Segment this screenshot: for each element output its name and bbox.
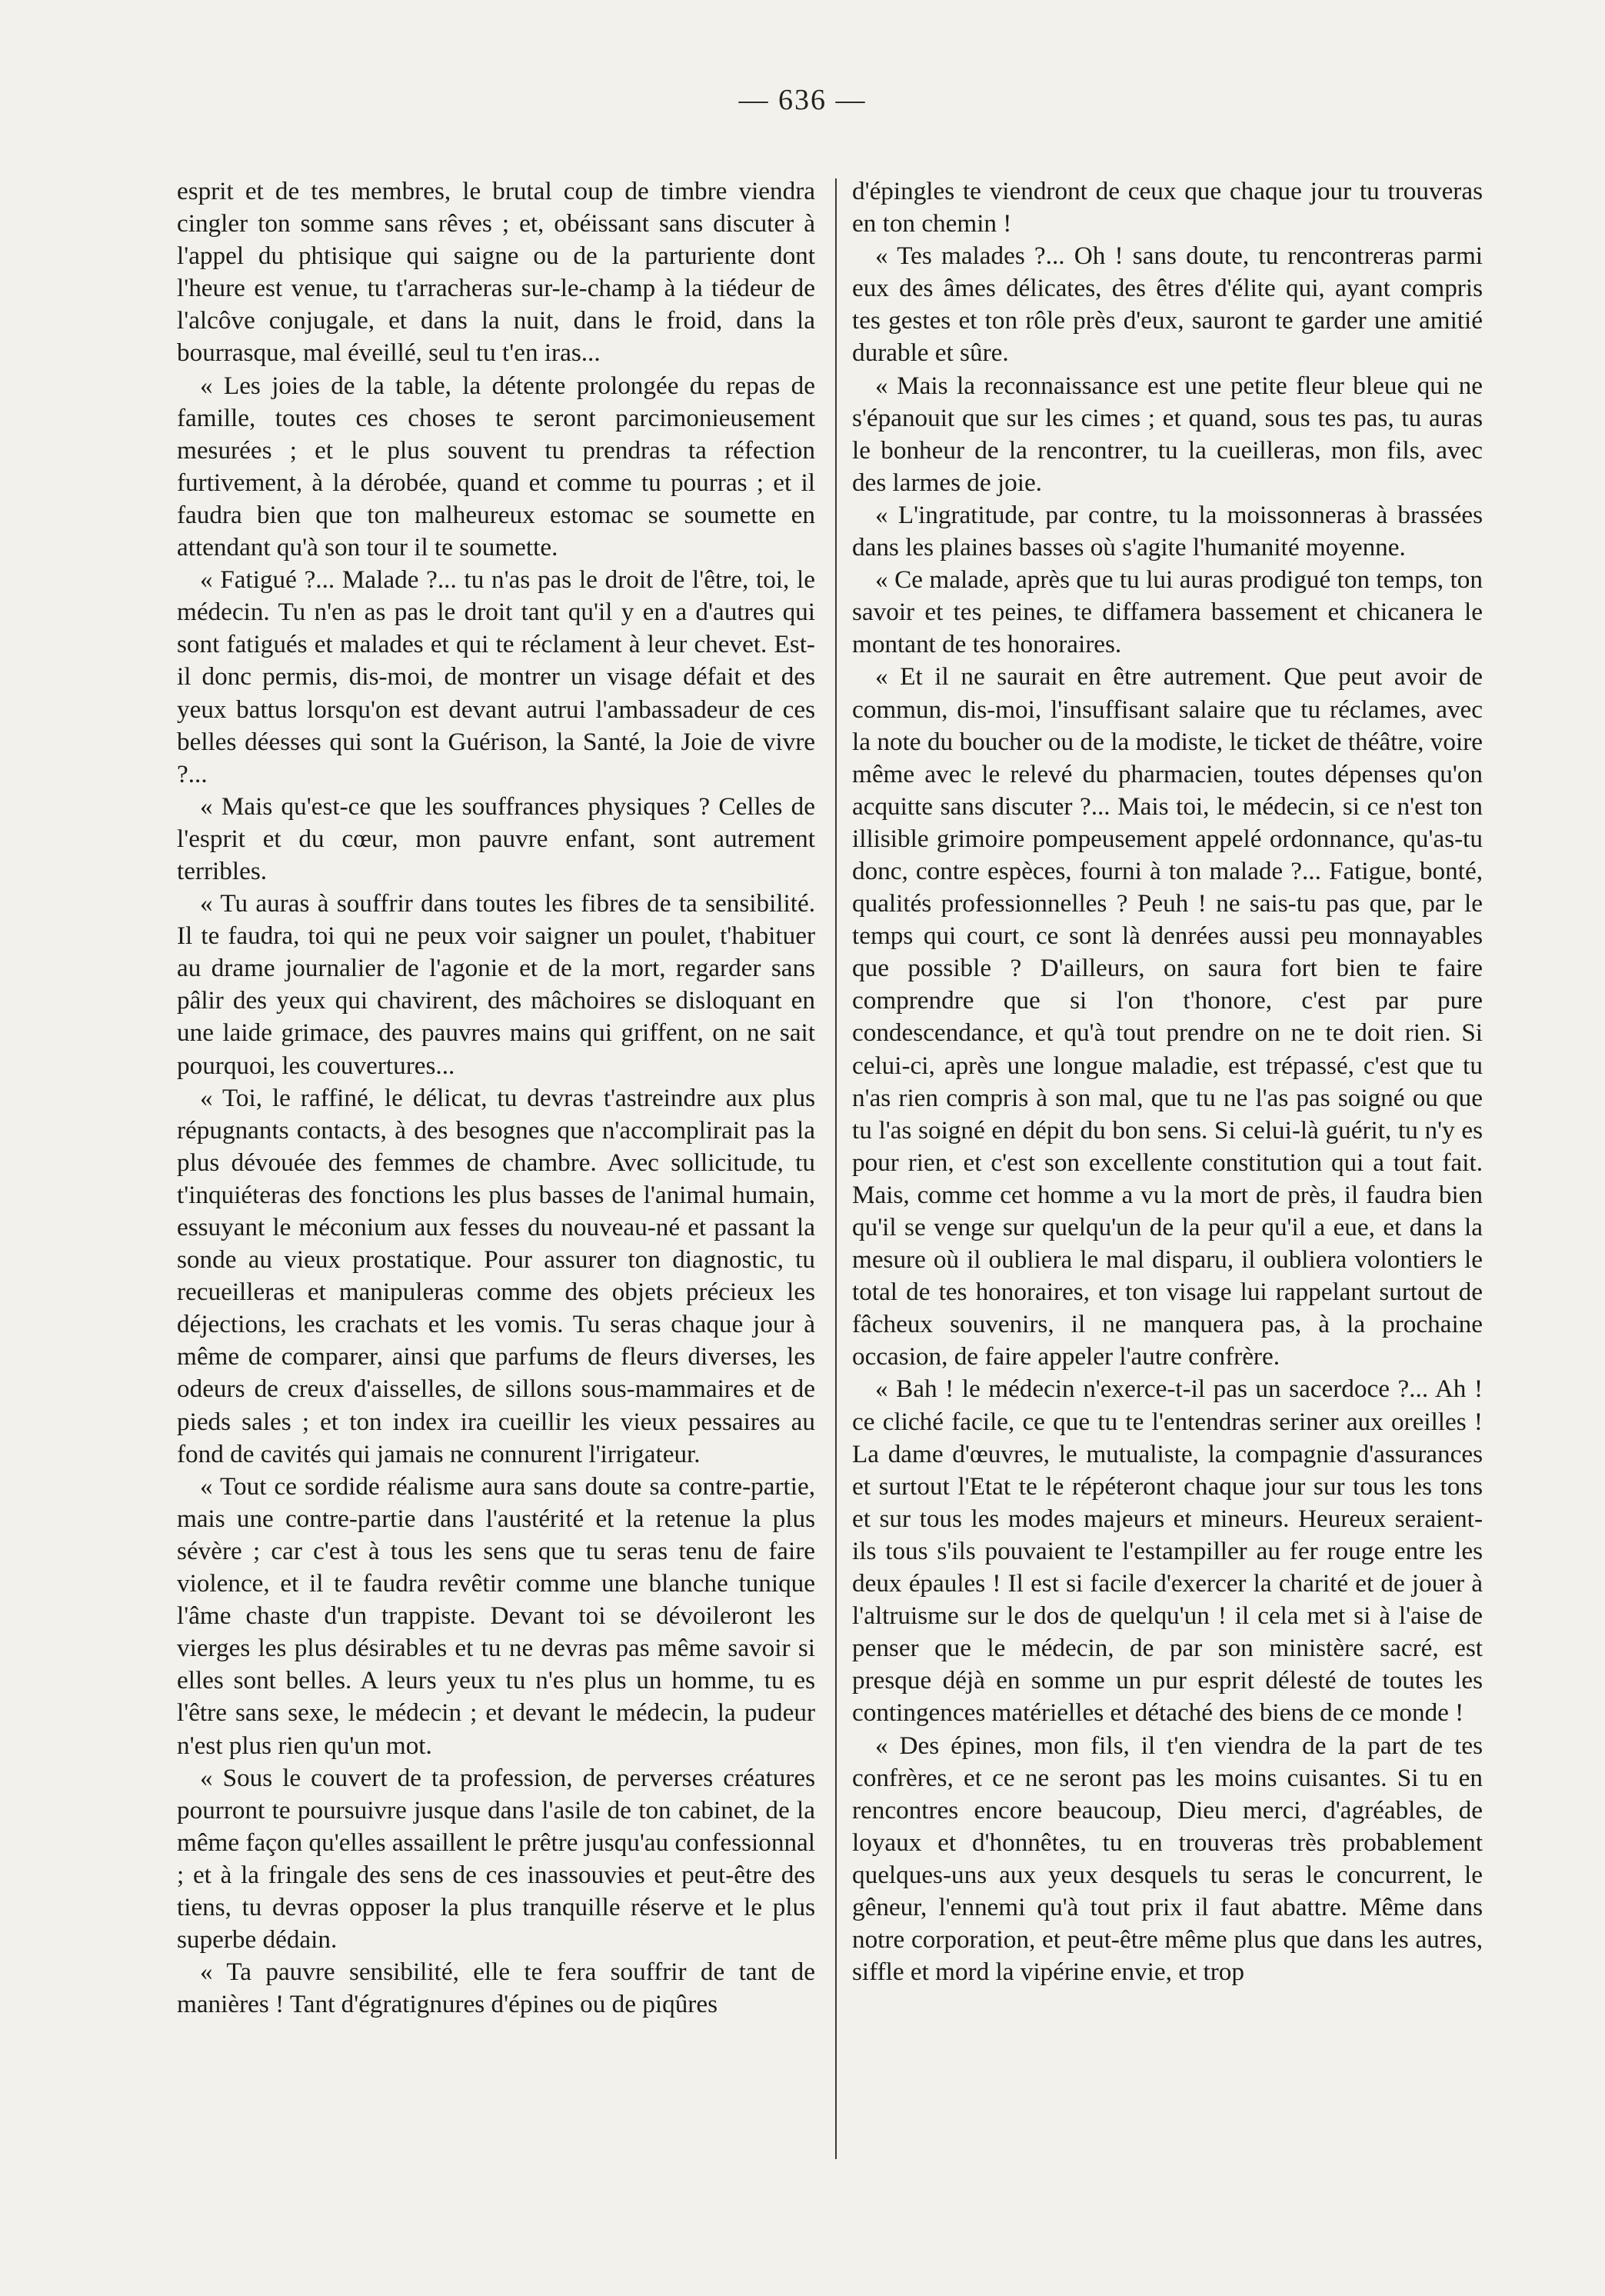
paragraph: « Des épines, mon fils, il t'en viendra de la part de tes confrères, et ce ne seront pas les moins cuisantes. Si tu en rencontres encore beaucoup, Dieu merci, d'agréables, de loyaux et d'honnêtes, tu en trouveras très probablement quelques-uns aux yeux desquels tu seras le concurrent, le gêneur, l'ennemi qu'à tout prix il faut abattre. Même dans notre corporation, et peut-être même plus que dans les autres, siffle et mord la vipérine envie, et trop [852,1731,1483,1987]
paragraph: « Toi, le raffiné, le délicat, tu devras t'astreindre aux plus répugnants contacts, à des besognes que n'accomplirait pas la plus dévouée des femmes de chambre. Avec sollicitude, tu t'inquiéteras des fonctions les plus basses de l'animal humain, essuyant le méconium aux fesses du nouveau-né et passant la sonde au vieux prostatique. Pour assurer ton diagnostic, tu recueilleras et manipuleras comme des objets précieux les déjections, les crachats et les vomis. Tu seras chaque jour à même de comparer, ainsi que parfums de fleurs diverses, les odeurs de creux d'aisselles, de sillons sous-mammaires et de pieds sales ; et ton index ira cueillir les vieux pessaires au fond de cavités qui jamais ne connurent l'irrigateur. [177,1083,815,1468]
paragraph: « Tes malades ?... Oh ! sans doute, tu rencontreras parmi eux des âmes délicates, des êtres d'élite qui, ayant compris tes gestes et ton rôle près d'eux, sauront te garder une amitié durable et sûre. [852,242,1483,368]
right-column [852,175,1483,1988]
paragraph: « Les joies de la table, la détente prolongée du repas de famille, toutes ces choses te seront parcimonieusement mesurées ; et le plus souvent tu prendras ta réfection furtivement, à la dérobée, quand et comme tu pourras ; et il faudra bien que ton malheureux estomac se soumette en attendant qu'à son tour il te soumette. [177,371,815,562]
paragraph: « Mais la reconnaissance est une petite fleur bleue qui ne s'épanouit que sur les cimes ; et quand, sous tes pas, tu auras le bonheur de la rencontrer, tu la cueilleras, mon fils, avec des larmes de joie. [852,371,1483,497]
paragraph: esprit et de tes membres, le brutal coup de timbre viendra cingler ton somme sans rêves ; et, obéissant sans discuter à l'appel du phtisique qui saigne ou de la parturiente dont l'heure est venue, tu t'arracheras sur-le-champ à la tiédeur de l'alcôve conjugale, et dans la nuit, dans le froid, dans la bourrasque, mal éveillé, seul tu t'en iras... [177,177,815,368]
paragraph: « Mais qu'est-ce que les souffrances physiques ? Celles de l'esprit et du cœur, mon pauvre enfant, sont autrement terribles. [177,791,815,885]
paragraph: « Ce malade, après que tu lui auras prodigué ton temps, ton savoir et tes peines, te diffamera bassement et chicanera le montant de tes honoraires. [852,565,1483,659]
paragraph: « Tu auras à souffrir dans toutes les fibres de ta sensibilité. Il te faudra, toi qui ne peux voir saigner un poulet, t'habituer au drame journalier de l'agonie et de la mort, regarder sans pâlir des yeux qui chavirent, des mâchoires se disloquant en une laide grimace, des pauvres mains qui griffent, on ne sait pourquoi, les couvertures... [177,889,815,1080]
paragraph: d'épingles te viendront de ceux que chaque jour tu trouveras en ton chemin ! [852,177,1483,238]
page-number: — 636 — [738,84,867,116]
paragraph: « L'ingratitude, par contre, tu la moissonneras à brassées dans les plaines basses où s'agite l'humanité moyenne. [852,500,1483,562]
paragraph: « Tout ce sordide réalisme aura sans doute sa contre-partie, mais une contre-partie dans l'austérité et la retenue la plus sévère ; car c'est à tous les sens que tu seras tenu de faire violence, et il te faudra revêtir comme une blanche tunique l'âme chaste d'un trappiste. Devant toi se dévoileront les vierges les plus désirables et tu ne devras pas même savoir si elles sont belles. A leurs yeux tu n'es plus un homme, tu es l'être sans sexe, le médecin ; et devant le médecin, la pudeur n'est plus rien qu'un mot. [177,1471,815,1760]
column-divider [835,178,837,2159]
paragraph: « Fatigué ?... Malade ?... tu n'as pas le droit de l'être, toi, le médecin. Tu n'en as pas le droit tant qu'il y en a d'autres qui sont fatigués et malades et qui te réclament à leur chevet. Est-il donc permis, dis-moi, de montrer un visage défait et des yeux battus lorsqu'on est devant autrui l'ambassadeur de ces belles déesses qui sont la Guérison, la Santé, la Joie de vivre ?... [177,565,815,788]
paragraph: « Bah ! le médecin n'exerce-t-il pas un sacerdoce ?... Ah ! ce cliché facile, ce que tu te l'entendras seriner aux oreilles ! La dame d'œuvres, le mutualiste, la compagnie d'assurances et surtout l'Etat te le répéteront chaque jour sur tous les tons et sur tous les modes majeurs et mineurs. Heureux seraient-ils tous s'ils pouvaient te l'estampiller au fer rouge entre les deux épaules ! Il est si facile d'exercer la charité et de jouer à l'altruisme sur le dos de quelqu'un ! il cela met si à l'aise de penser que le médecin, de par son ministère sacré, est presque déjà en somme un pur esprit délesté de toutes les contingences matérielles et détaché des biens de ce monde ! [852,1375,1483,1728]
paragraph: « Sous le couvert de ta profession, de perverses créatures pourront te poursuivre jusque dans l'asile de ton cabinet, de la même façon qu'elles assaillent le prêtre jusqu'au confessionnal ; et à la fringale des sens de ces inassouvies et peut-être des tiens, tu devras opposer la plus tranquille réserve et le plus superbe dédain. [177,1763,815,1954]
paragraph: « Et il ne saurait en être autrement. Que peut avoir de commun, dis-moi, l'insuffisant salaire que tu réclames, avec la note du boucher ou de la modiste, le ticket de théâtre, voire même avec le relevé du pharmacien, toutes dépenses qu'on acquitte sans discuter ?... Mais toi, le médecin, si ce n'est ton illisible grimoire pompeusement appelé ordonnance, qu'as-tu donc, contre espèces, fourni à ton malade ?... Fatigue, bonté, qualités professionnelles ? Peuh ! ne sais-tu pas que, par le temps qui court, ce sont là denrées aussi peu monnayables que possible ? D'ailleurs, on saura fort bien te faire comprendre que si l'on t'honore, c'est par pure condescendance, et qu'à tout prendre on ne te doit rien. Si celui-ci, après une longue maladie, est trépassé, c'est que tu n'as rien compris à son mal, que tu ne l'as pas soigné ou que tu l'as soigné en dépit du bon sens. Si celui-là guérit, tu n'y es pour rien, et c'est son excellente constitution qui a tout fait. Mais, comme cet homme a vu la mort de près, il faudra bien qu'il se venge sur quelqu'un de la peur qu'il a eue, et dans la mesure où il oubliera le mal disparu, il oubliera volontiers le total de tes honoraires, et ton visage lui rappelant surtout de fâcheux souvenirs, il ne manquera pas, à la prochaine occasion, de faire appeler l'autre confrère. [852,662,1483,1371]
paragraph: « Ta pauvre sensibilité, elle te fera souffrir de tant de manières ! Tant d'égratignures d'épines ou de piqûres [177,1958,815,2019]
left-column [177,175,815,2021]
